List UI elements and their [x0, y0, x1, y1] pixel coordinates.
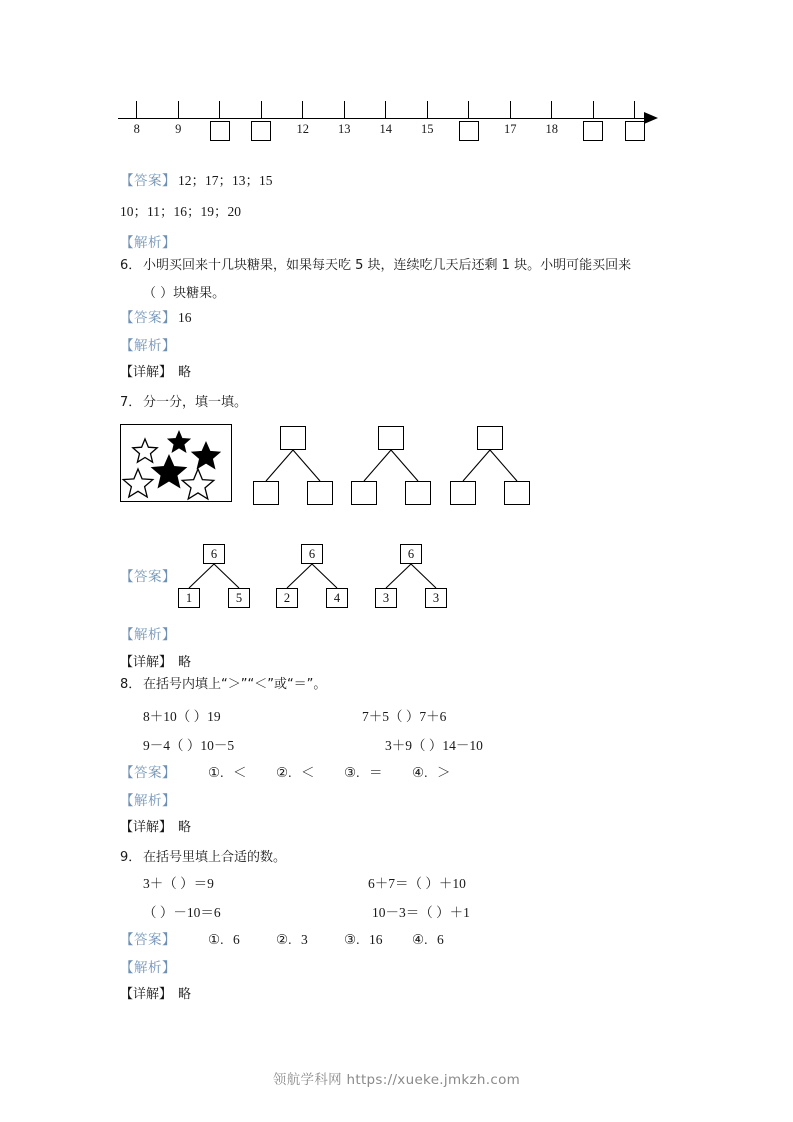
- tree-node-right: 4: [326, 588, 348, 608]
- tree-node-right[interactable]: [405, 481, 431, 505]
- number-line-tick: [468, 101, 469, 118]
- number-line-diagram: [118, 96, 668, 144]
- answer-value-q5-line1: 12；17；13；15: [178, 173, 273, 188]
- number-line-label: 8: [133, 122, 140, 136]
- star-filled-2: [192, 442, 220, 469]
- number-line-arrow-icon: [644, 112, 658, 124]
- number-line-tick: [344, 101, 345, 118]
- q7-number: 7．: [120, 395, 142, 410]
- q8-row1-right: 7＋5（ ）7＋6: [362, 709, 447, 724]
- tree-node-right: 5: [228, 588, 250, 608]
- answer-index: ②.: [276, 765, 292, 780]
- tree-node-left[interactable]: [253, 481, 279, 505]
- number-line-tick: [593, 101, 594, 118]
- tree-node-left: 1: [178, 588, 200, 608]
- answer-value: 6: [437, 932, 444, 947]
- answer-value: ＝: [369, 765, 383, 780]
- star-outline-3: [182, 469, 214, 499]
- answer-tree-2: [276, 544, 348, 608]
- q6-number: 6．: [120, 258, 142, 273]
- tree-node-top[interactable]: [280, 426, 306, 450]
- star-filled-1: [168, 431, 190, 452]
- answer-tree-1: [178, 544, 250, 608]
- answer-value: ＜: [301, 765, 315, 780]
- q7-title: 分一分，填一填。: [143, 395, 248, 410]
- q6-text-line-1: 小明买回来十几块糖果，如果每天吃 5 块，连续吃几天后还剩 1 块。小明可能买回来: [143, 258, 632, 273]
- q9-row2-left: （ ）－10＝6: [143, 905, 221, 920]
- analysis-tag-q9: 【解析】: [120, 960, 176, 975]
- number-line-label: 18: [545, 122, 558, 136]
- analysis-tag-q5: 【解析】: [120, 235, 176, 250]
- tree-node-top: 6: [400, 544, 422, 564]
- number-line-label: 17: [503, 122, 517, 136]
- q9-title: 在括号里填上合适的数。: [143, 850, 287, 865]
- number-line-blank-box[interactable]: [583, 121, 603, 141]
- answer-index: ③.: [344, 932, 360, 947]
- tree-node-left[interactable]: [351, 481, 377, 505]
- number-line-tick: [427, 101, 428, 118]
- analysis-tag-q6: 【解析】: [120, 338, 176, 353]
- tree-node-right[interactable]: [504, 481, 530, 505]
- number-line-label: 13: [337, 122, 351, 136]
- tree-node-right: 3: [425, 588, 447, 608]
- detail-tag-q6: 【详解】: [120, 365, 173, 380]
- answer-value-q6: 16: [178, 310, 192, 325]
- number-line-label: 15: [420, 122, 434, 136]
- detail-tag-q7: 【详解】: [120, 655, 173, 670]
- q9-row2-right: 10－3＝（ ）＋1: [372, 905, 470, 920]
- answer-tag-q5: 【答案】: [120, 173, 176, 188]
- answer-index: ①.: [208, 765, 224, 780]
- tree-node-left[interactable]: [450, 481, 476, 505]
- number-line-tick: [136, 101, 137, 118]
- answer-index: ④.: [412, 765, 428, 780]
- detail-tag-q8: 【详解】: [120, 820, 173, 835]
- q8-row2-left: 9－4（ ）10－5: [143, 738, 235, 753]
- number-line-axis: [118, 118, 646, 119]
- answer-value: 3: [301, 932, 308, 947]
- number-line-label: 9: [175, 122, 182, 136]
- number-line-tick: [178, 101, 179, 118]
- number-line-tick: [302, 101, 303, 118]
- tree-node-top[interactable]: [477, 426, 503, 450]
- q8-title: 在括号内填上“＞”“＜”或“＝”。: [143, 677, 327, 692]
- number-line-tick: [510, 101, 511, 118]
- q8-number: 8．: [120, 677, 142, 692]
- tree-node-top[interactable]: [378, 426, 404, 450]
- blank-tree-3: [450, 426, 530, 505]
- number-line-tick: [634, 101, 635, 118]
- tree-node-top: 6: [301, 544, 323, 564]
- star-filled-3: [152, 455, 187, 488]
- detail-text-q9: 略: [178, 987, 192, 1002]
- blank-tree-2: [351, 426, 431, 505]
- tree-node-left: 2: [276, 588, 298, 608]
- detail-tag-q9: 【详解】: [120, 987, 173, 1002]
- detail-text-q8: 略: [178, 820, 192, 835]
- answer-tag-q9: 【答案】: [120, 932, 176, 947]
- number-line-tick: [261, 101, 262, 118]
- answer-tag-q7: 【答案】: [120, 569, 176, 584]
- star-group-panel: [120, 424, 232, 502]
- analysis-tag-q7: 【解析】: [120, 627, 176, 642]
- number-line-tick: [385, 101, 386, 118]
- tree-node-left: 3: [375, 588, 397, 608]
- star-outline-2: [123, 469, 153, 497]
- filled-stars: [152, 431, 221, 488]
- q9-row1-left: 3＋（ ）＝9: [143, 876, 214, 891]
- q8-row1-left: 8＋10（ ）19: [143, 709, 221, 724]
- number-line-tick: [551, 101, 552, 118]
- q6-text-line-2: （ ）块糖果。: [143, 286, 226, 301]
- tree-node-right[interactable]: [307, 481, 333, 505]
- number-line-label: 12: [296, 122, 309, 136]
- answer-tag-q6: 【答案】: [120, 310, 176, 325]
- number-line-blank-box[interactable]: [210, 121, 230, 141]
- answer-index: ①.: [208, 932, 224, 947]
- number-line-tick: [219, 101, 220, 118]
- answer-value: ＞: [437, 765, 451, 780]
- answer-tree-3: [375, 544, 447, 608]
- answer-index: ②.: [276, 932, 292, 947]
- answer-value: 6: [233, 932, 240, 947]
- answer-index: ④.: [412, 932, 428, 947]
- answer-value: ＜: [233, 765, 247, 780]
- answer-tag-q8: 【答案】: [120, 765, 176, 780]
- answer-index: ③.: [344, 765, 360, 780]
- star-outline-1: [133, 439, 157, 462]
- blank-tree-1: [253, 426, 333, 505]
- number-line-blank-box[interactable]: [251, 121, 271, 141]
- q8-row2-right: 3＋9（ ）14－10: [385, 738, 483, 753]
- number-line-label: 14: [379, 122, 392, 136]
- footer-watermark: 领航学科网 https://xueke.jmkzh.com: [272, 1072, 521, 1088]
- star-illustration: [121, 425, 231, 501]
- q9-row1-right: 6＋7＝（ ）＋10: [368, 876, 466, 891]
- number-line-blank-box[interactable]: [459, 121, 479, 141]
- answer-value-q5-line2: 10；11；16；19；20: [120, 204, 241, 219]
- detail-text-q6: 略: [178, 365, 192, 380]
- number-line-blank-box[interactable]: [625, 121, 645, 141]
- tree-node-top: 6: [203, 544, 225, 564]
- detail-text-q7: 略: [178, 655, 192, 670]
- answer-value: 16: [369, 932, 383, 947]
- q9-number: 9．: [120, 850, 142, 865]
- analysis-tag-q8: 【解析】: [120, 793, 176, 808]
